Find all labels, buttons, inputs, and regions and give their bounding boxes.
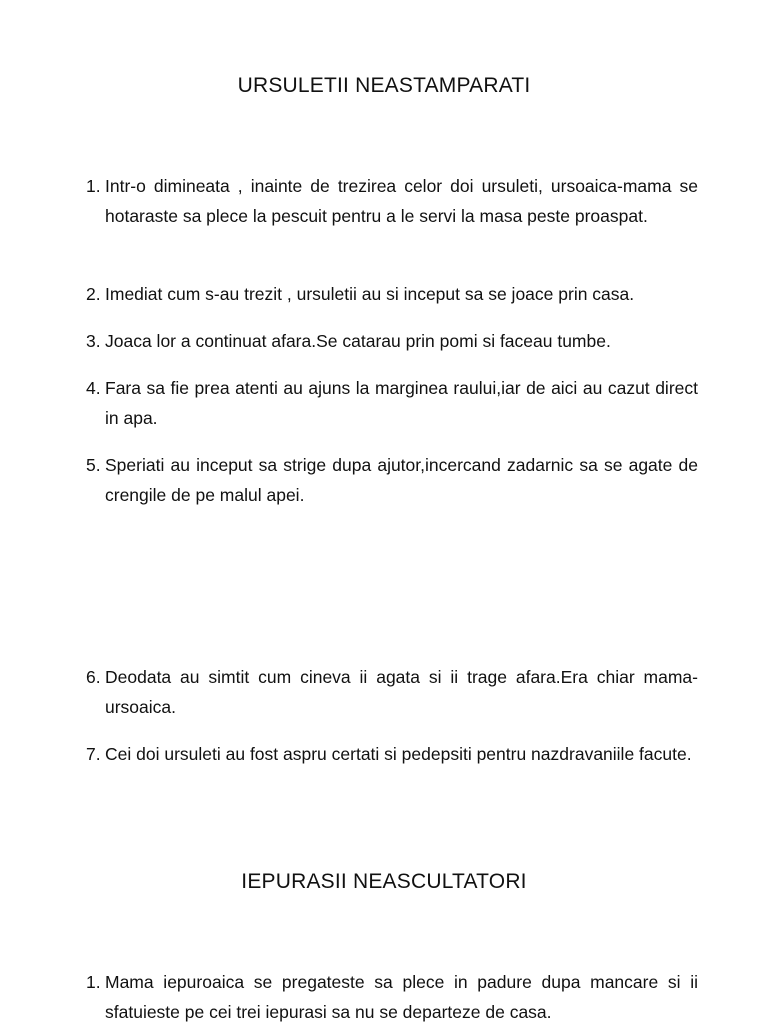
list-item-number: 6.	[86, 667, 101, 687]
list-item-text: Joaca lor a continuat afara.Se catarau prin pomi si faceau tumbe.	[105, 331, 611, 351]
list-item-number: 2.	[86, 284, 101, 304]
list-item-text: Fara sa fie prea atenti au ajuns la marginea raului,iar de aici au cazut direct in apa.	[105, 378, 698, 428]
list-item-5	[86, 450, 698, 510]
list-item-number: 1.	[86, 972, 101, 992]
section-title-2: IEPURASII NEASCULTATORI	[241, 870, 527, 893]
list-item-6	[86, 662, 698, 722]
list-item-number: 3.	[86, 331, 101, 351]
list-item-8	[86, 967, 698, 1027]
list-item-text: Deodata au simtit cum cineva ii agata si ii trage afara.Era chiar mama-ursoaica.	[105, 667, 698, 717]
list-item-text: Cei doi ursuleti au fost aspru certati si pedepsiti pentru nazdravaniile facute.	[105, 744, 692, 764]
list-item-text: Speriati au inceput sa strige dupa ajutor,incercand zadarnic sa se agate de crengile de pe malul apei.	[105, 455, 698, 505]
list-item-text: Imediat cum s-au trezit , ursuletii au si inceput sa se joace prin casa.	[105, 284, 635, 304]
list-item-text: Intr-o dimineata , inainte de trezirea celor doi ursuleti, ursoaica-mama se hotaraste sa plece la pescuit pentru a le servi la masa peste proaspat.	[105, 176, 698, 226]
list-item-number: 7.	[86, 744, 101, 764]
list-item-number: 5.	[86, 455, 101, 475]
list-item-3	[86, 326, 698, 356]
list-item-text: Mama iepuroaica se pregateste sa plece in padure dupa mancare si ii sfatuieste pe cei trei iepurasi sa nu se departeze de casa.	[105, 972, 698, 1022]
list-item-7	[86, 739, 698, 769]
list-item-number: 4.	[86, 378, 101, 398]
list-item-4	[86, 373, 698, 433]
list-item-number: 1.	[86, 176, 101, 196]
list-item-1	[86, 171, 698, 231]
list-item-2	[86, 279, 698, 309]
section-title-1: URSULETII NEASTAMPARATI	[237, 74, 531, 97]
